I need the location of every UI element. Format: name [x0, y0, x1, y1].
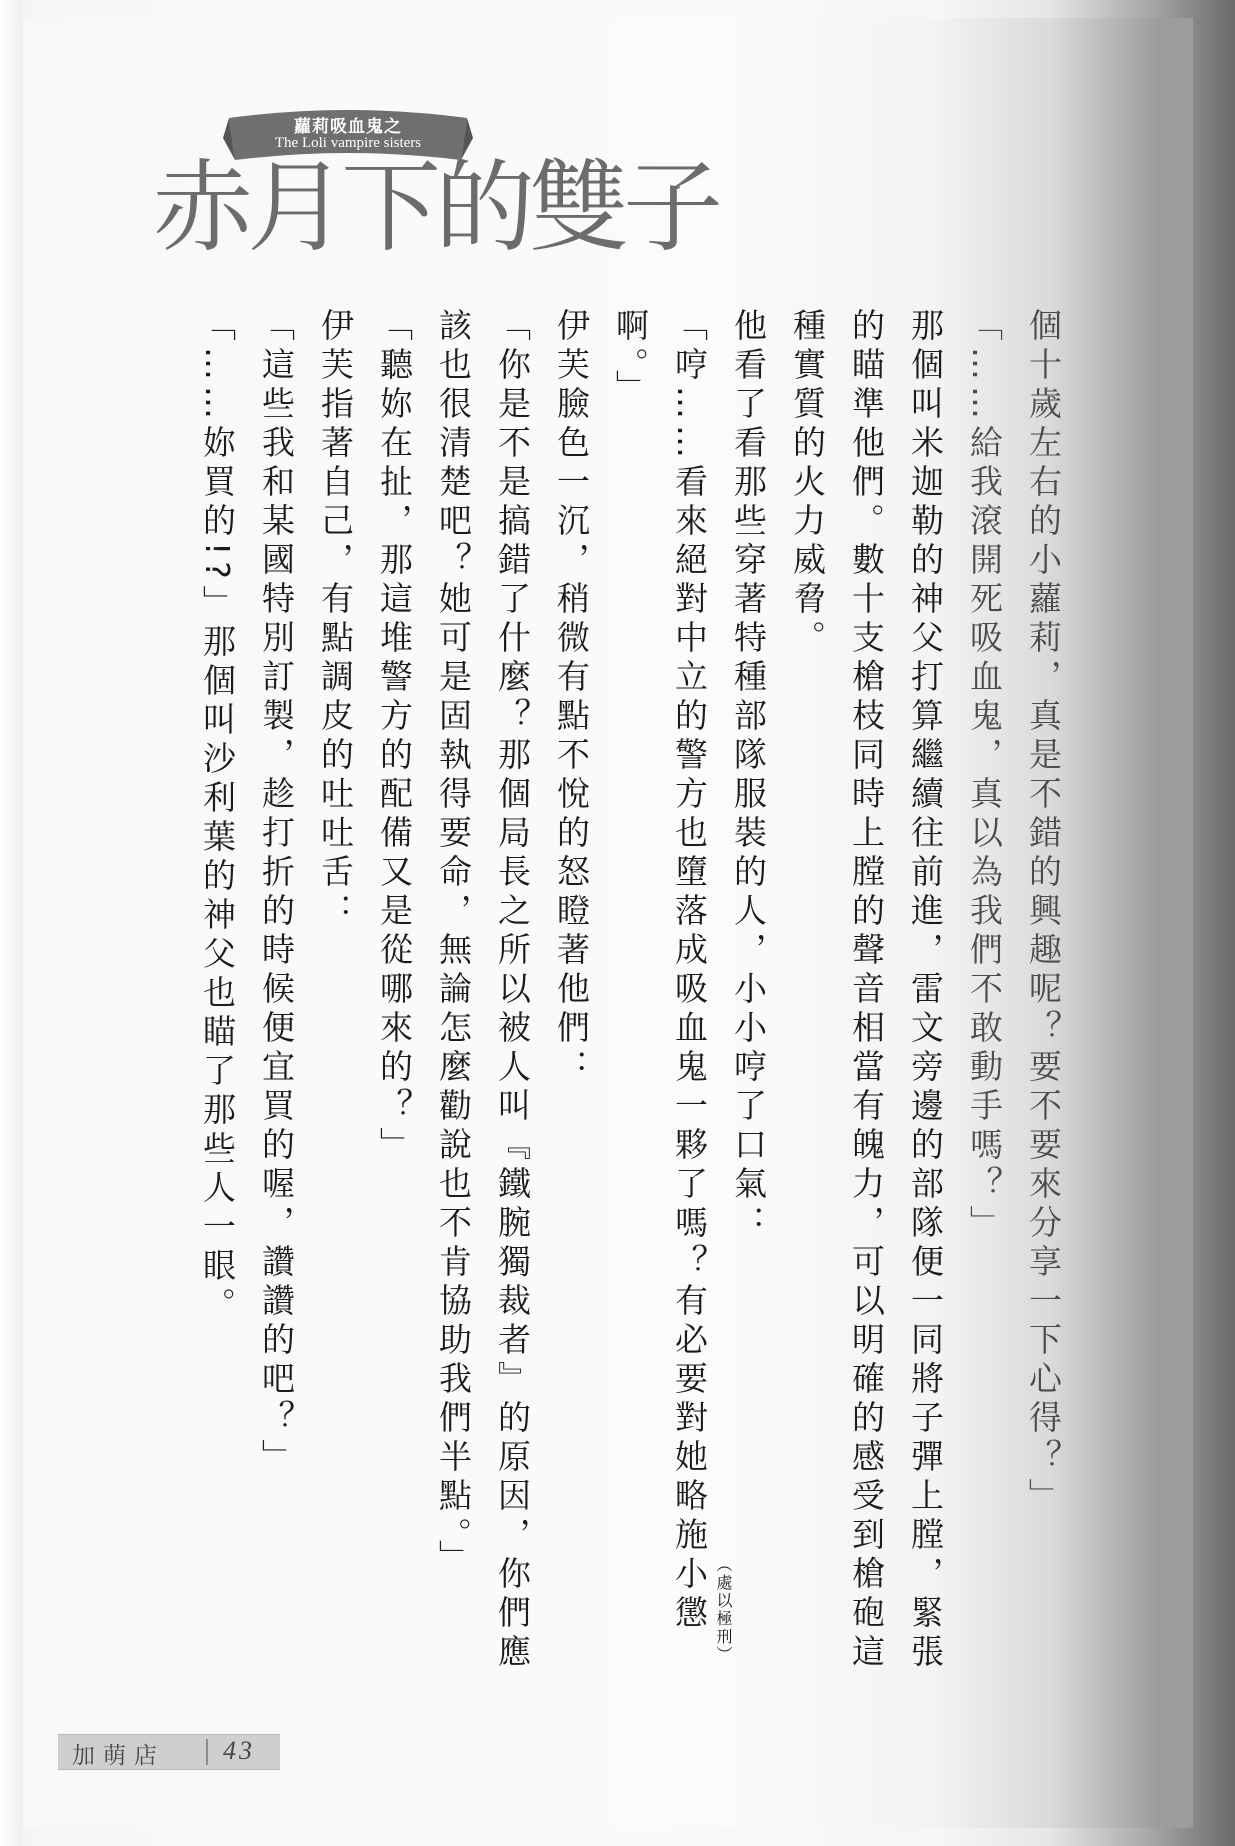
page-sheet — [22, 18, 1193, 1828]
footer-divider — [206, 1739, 208, 1765]
ruby-base-text: 小懲 — [670, 1556, 709, 1634]
ruby-base — [670, 1556, 733, 1664]
book-title-logo — [153, 108, 717, 278]
paragraph: 個十歲左右的小蘿莉，真是不錯的興趣呢？要不要來分享一下心得？」 — [1024, 308, 1063, 1517]
body-text — [193, 308, 1073, 1678]
paragraph: 「……妳買的!?」那個叫沙利葉的神父也瞄了那些人一眼。 — [198, 308, 237, 1326]
page-footer — [58, 1734, 280, 1770]
paragraph: 「這些我和某國特別訂製，趁打折的時候便宜買的喔，讚讚的吧？」 — [257, 308, 296, 1478]
series-title-en: The Loli vampire sisters — [274, 135, 422, 151]
paragraph-with-ruby — [601, 308, 733, 1678]
page-edge — [0, 0, 22, 1846]
page-number: 43 — [223, 1736, 255, 1765]
paragraph: 伊芙臉色一沉，稍微有點不悅的怒瞪著他們： — [552, 308, 591, 1088]
paragraph: 那個叫米迦勒的神父打算繼續往前進，雷文旁邊的部隊便一同將子彈上膛，緊張的瞄準他們。數十支槍枝同時上膛的聲音相當有魄力，可以明確的感受到槍砲這種實質的火力威脅。 — [788, 308, 945, 1673]
book-main-title: 赤月下的雙子 — [153, 149, 717, 266]
paragraph-text: 「哼……看來絕對中立的警方也墮落成吸血鬼一夥了嗎？有必要對她略施 — [670, 308, 709, 1556]
paragraph: 「……給我滾開死吸血鬼，真以為我們不敢動手嗎？」 — [965, 308, 1004, 1244]
paragraph: 伊芙指著自己，有點調皮的吐吐舌： — [316, 308, 355, 932]
paragraph: 「你是不是搞錯了什麼？那個局長之所以被人叫『鐵腕獨裁者』的原因，你們應該也很清楚吧？她可是固執得要命，無論怎麼勸說也不肯協助我們半點。」 — [434, 308, 532, 1673]
series-title-cn: 蘿莉吸血鬼之 — [294, 117, 402, 137]
footer-label: 加萌店 — [72, 1743, 165, 1769]
paragraph: 他看了看那些穿著特種部隊服裝的人，小小哼了口氣： — [729, 308, 768, 1244]
ruby-annotation: （處以極刑） — [714, 1556, 733, 1664]
paragraph: 「聽妳在扯，那這堆警方的配備又是從哪來的？」 — [375, 308, 414, 1166]
paragraph-text-tail: 啊。」 — [611, 308, 650, 409]
